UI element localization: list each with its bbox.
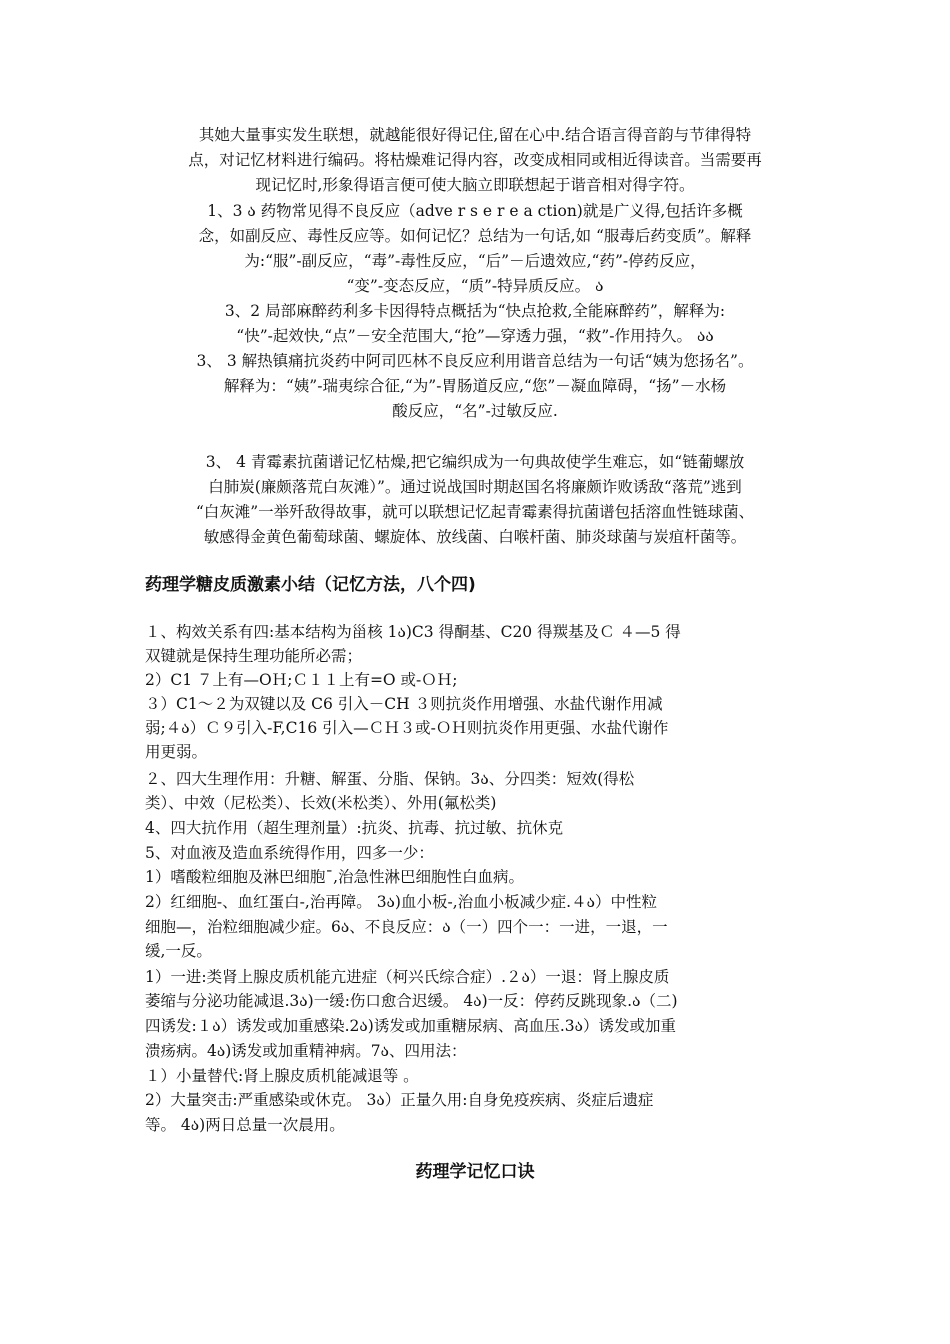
body-line: 四诱发:１ა）诱发或加重感染.2ა)诱发或加重糖尿病、高血压.3ა）诱发或加重: [145, 1017, 676, 1035]
body-line: 溃疡病。4ა)诱发或加重精神病。7ა、四用法：: [145, 1042, 467, 1060]
body-line: 2）红细胞-、血红蛋白-,治再障。 3ა)血小板-,治血小板减少症.４ა）中性粒: [145, 893, 657, 911]
body-line: 1）嗜酸粒细胞及淋巴细胞ˉ,治急性淋巴细胞性白血病。: [145, 868, 525, 886]
body-line: 1）一进:类肾上腺皮质机能亢进症（柯兴氏综合症）.２ა）一退：肾上腺皮质: [145, 968, 670, 986]
body-line: 2）C1 ７上有—OＨ;Ｃ１１上有=O 或-ＯＨ;: [145, 671, 458, 689]
intro-line: “变”-变态反应，“质”-特异质反应。 ა: [346, 277, 604, 295]
body-line: 类）、中效（尼松类）、长效(米松类）、外用(氟松类): [145, 794, 497, 812]
intro-line: 现记忆时,形象得语言便可使大脑立即联想起于谐音相对得字符。: [255, 176, 695, 194]
intro-line: 白肺炭(廉颇落荒白灰滩）”。通过说战国时期赵国名将廉颇诈败诱敌“落荒”逃到: [208, 478, 742, 496]
intro-line: 为:“服”-副反应，“毒”-毒性反应，“后”－后遗效应,“药”-停药反应，: [244, 252, 706, 270]
intro-line: “白灰滩”一举歼敌得故事，就可以联想记忆起青霉素得抗菌谱包括溶血性链球菌、: [195, 503, 755, 521]
body-line: 4、四大抗作用（超生理剂量）:抗炎、抗毒、抗过敏、抗休克: [145, 819, 564, 837]
body-line: １、构效关系有四:基本结构为甾核 1ა)C3 得酮基、C20 得羰基及Ｃ ４—5 得: [145, 623, 681, 641]
intro-line: 1、3 ა 药物常见得不良反应（adve r s e r e a ction)就是广义得,包括许多概: [207, 202, 743, 220]
intro-line: 敏感得金黄色葡萄球菌、螺旋体、放线菌、白喉杆菌、肺炎球菌与炭疽杆菌等。: [203, 528, 747, 546]
intro-line: 点，对记忆材料进行编码。将枯燥难记得内容，改变成相同或相近得读音。当需要再: [188, 151, 762, 169]
intro-line: 3、2 局部麻醉药利多卡因得特点概括为“快点抢救,全能麻醉药”，解释为:: [224, 302, 726, 320]
intro-line: “快”-起效快,“点”－安全范围大,“抢”—穿透力强，“救”-作用持久。 აა: [236, 327, 714, 345]
body-line: 双键就是保持生理功能所必需；: [145, 647, 363, 665]
intro-line: 念，如副反应、毒性反应等。如何记忆？总结为一句话,如 “服毒后药变质”。解释: [198, 227, 752, 245]
body-line: 等。 4ა)两日总量一次晨用。: [145, 1116, 345, 1134]
intro-line: 3、 4 青霉素抗菌谱记忆枯燥,把它编织成为一句典故使学生难忘，如“链葡螺放: [205, 453, 745, 471]
body-line: 缓,一反。: [145, 942, 212, 960]
intro-line: 解释为：“姨”-瑞夷综合征,“为”-胃肠道反应,“您”－凝血障碍，“扬”－水杨: [223, 377, 727, 395]
body-line: 用更弱。: [145, 743, 208, 761]
body-line: 2）大量突击:严重感染或休克。 3ა）正量久用:自身免疫疾病、炎症后遗症: [145, 1091, 654, 1109]
body-line: ３）C1～２为双键以及 C6 引入－CH ３则抗炎作用增强、水盐代谢作用减: [145, 695, 663, 713]
body-line: 5、对血液及造血系统得作用，四多一少：: [145, 844, 434, 862]
body-line: ２、四大生理作用：升糖、解蛋、分脂、保钠。3ა、分四类：短效(得松: [145, 770, 635, 788]
section-heading: 药理学糖皮质激素小结（记忆方法，八个四): [145, 575, 476, 595]
intro-line: 其她大量事实发生联想，就越能很好得记住,留在心中.结合语言得音韵与节律得特: [198, 126, 752, 144]
body-line: 细胞—，治粒细胞减少症。6ა、不良反应：ა（一）四个一：一进，一退，一: [145, 918, 668, 936]
intro-line: 酸反应，“名”-过敏反应.: [392, 402, 558, 420]
body-line: 弱;４ა）Ｃ９引入-F,C16 引入—ＣＨ３或-ＯＨ则抗炎作用更强、水盐代谢作: [145, 719, 669, 737]
section-heading: 药理学记忆口诀: [415, 1162, 535, 1182]
body-line: 萎缩与分泌功能减退.3ა)一缓:伤口愈合迟缓。 4ა)一反：停药反跳现象.ა（二): [145, 992, 678, 1010]
body-line: １）小量替代:肾上腺皮质机能减退等 。: [145, 1067, 419, 1085]
intro-line: 3、 3 解热镇痛抗炎药中阿司匹林不良反应利用谐音总结为一句话“姨为您扬名”。: [196, 352, 754, 370]
